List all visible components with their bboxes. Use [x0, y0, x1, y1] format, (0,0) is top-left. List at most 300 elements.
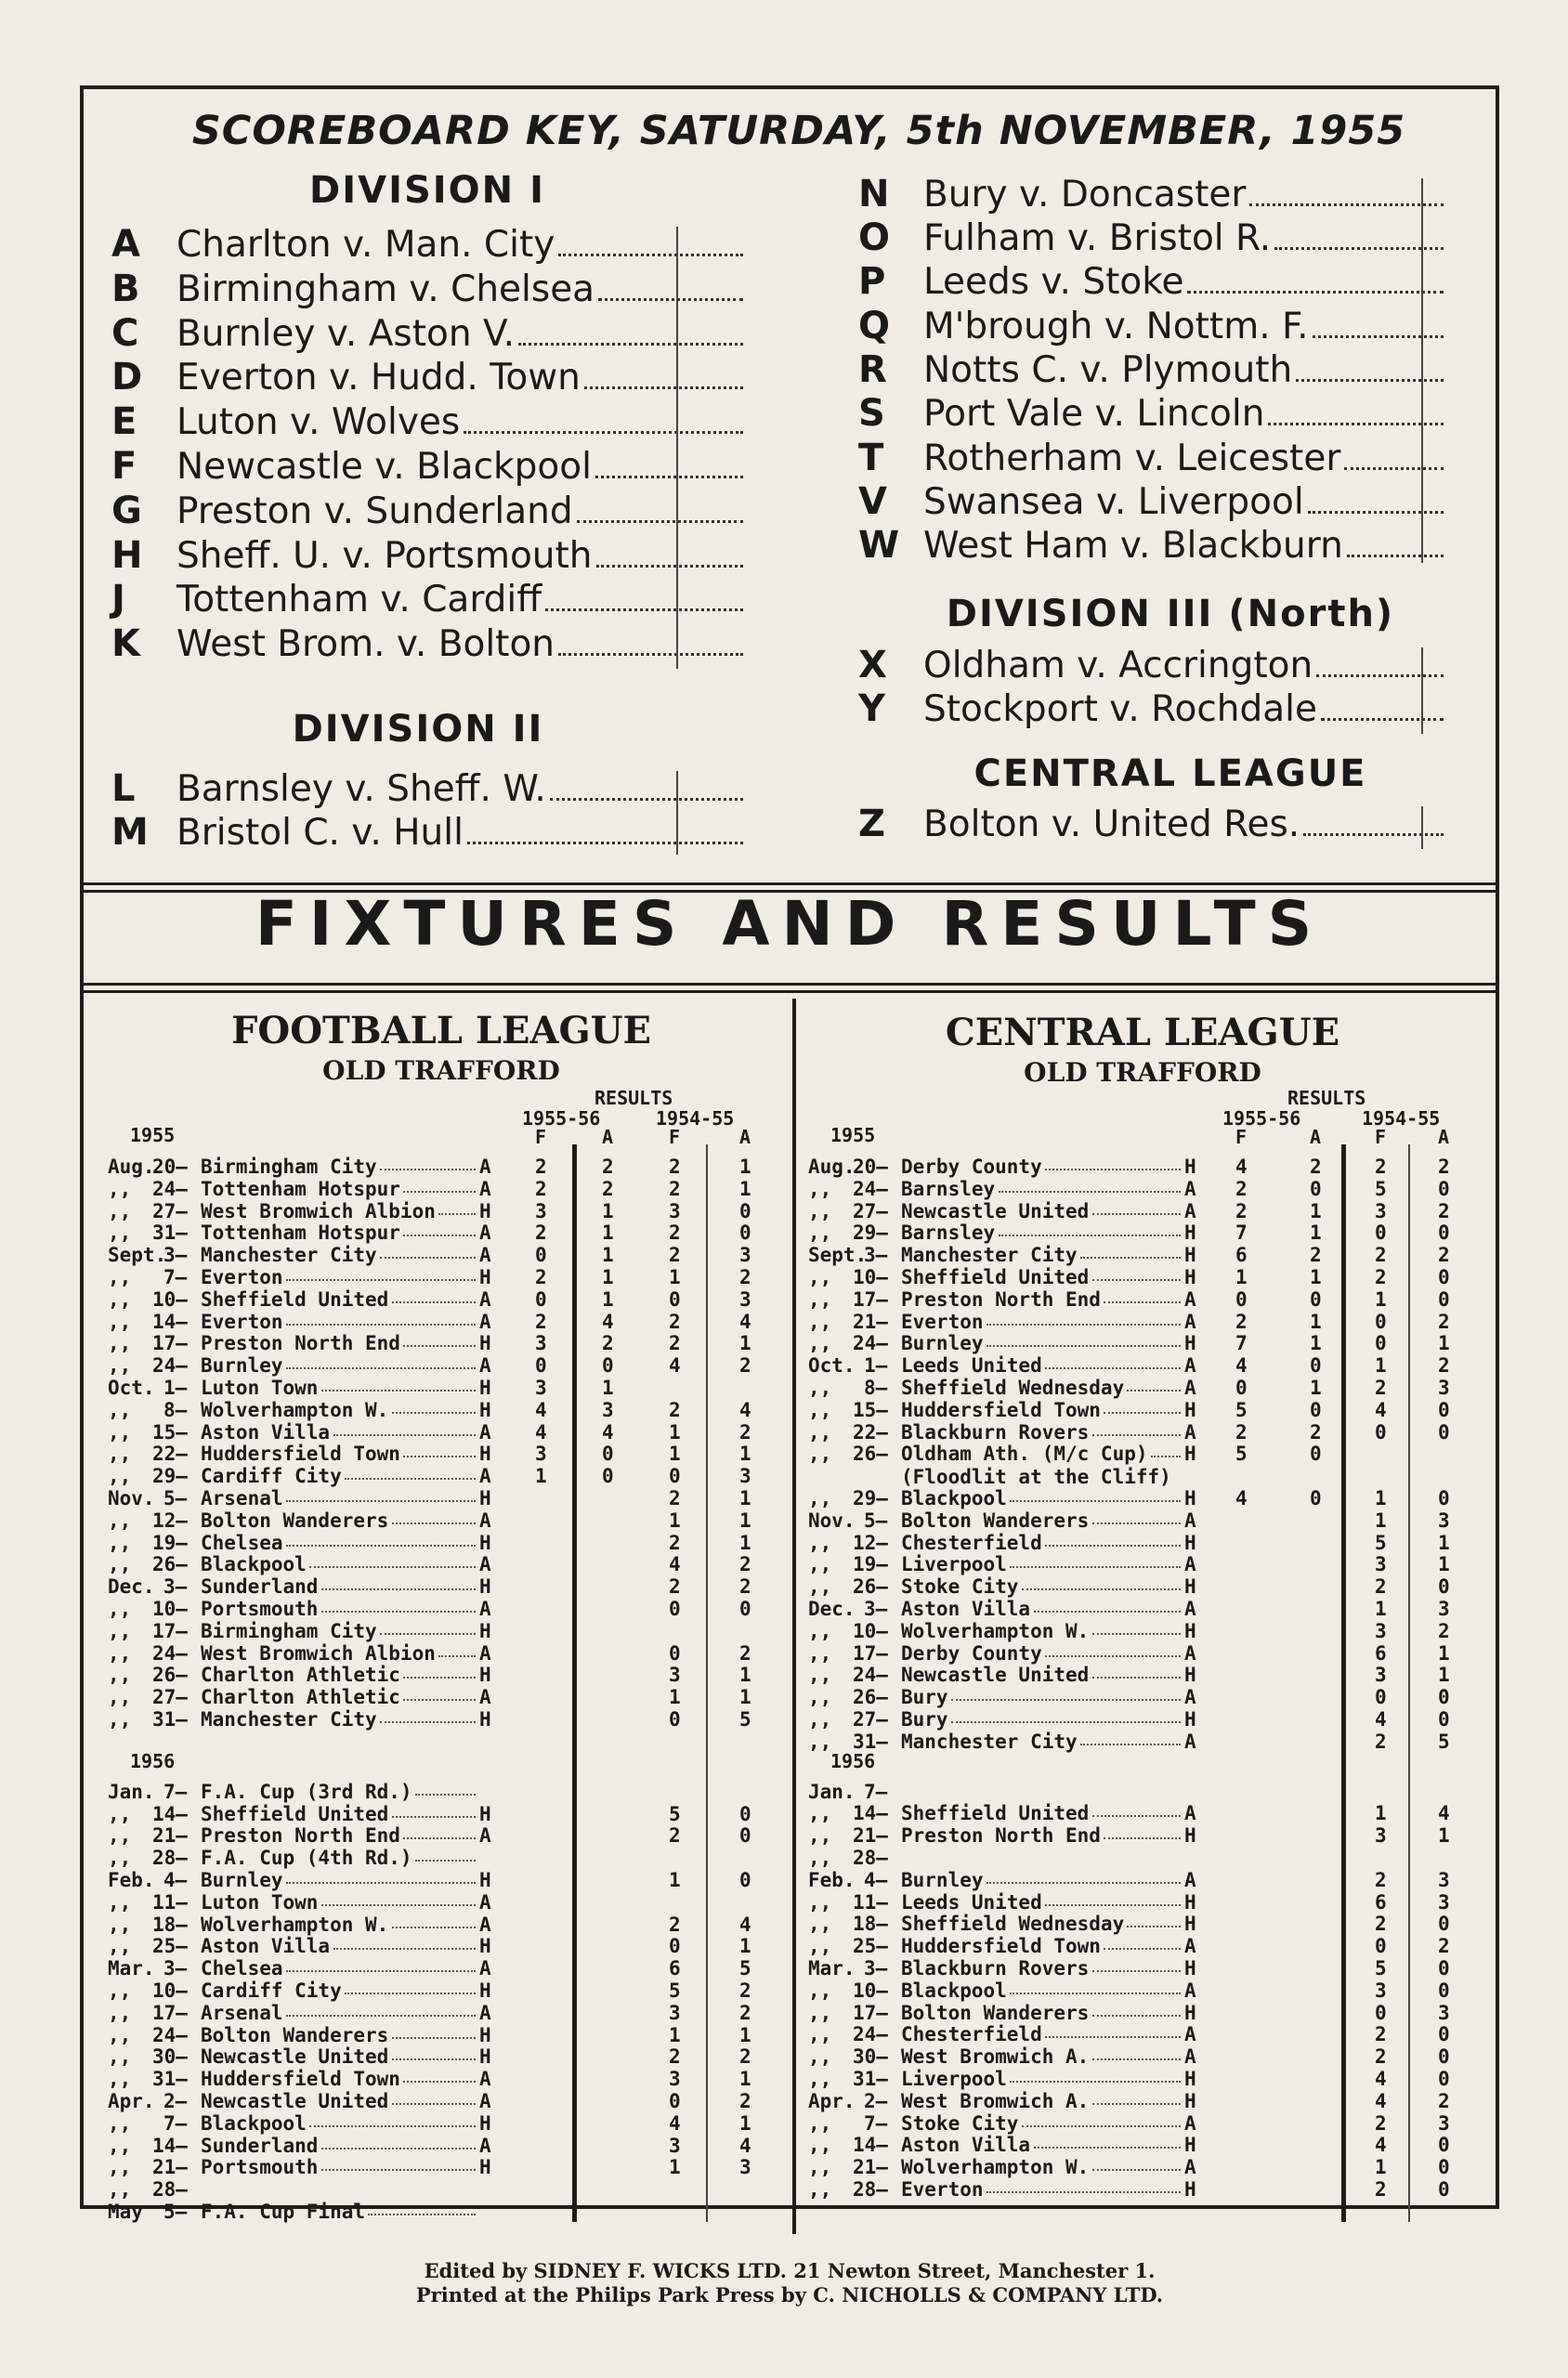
season-a-against-label: A [602, 1126, 614, 1148]
fixture-day: 5— [864, 1509, 888, 1532]
fixture-day: 26— [152, 1553, 188, 1576]
season-a-for-label: F [1235, 1126, 1248, 1148]
fixture-venue: A [479, 1913, 491, 1936]
fixture-day: 7— [864, 1780, 888, 1803]
fixture-row [808, 1443, 1477, 1465]
fixture-month: ,, [108, 1332, 132, 1355]
fixture-day: 24— [152, 1641, 188, 1665]
key-score-divider [1421, 806, 1423, 849]
fixture-score: 1 [1438, 1664, 1450, 1687]
fixture-month: ,, [108, 1509, 132, 1532]
fixture-month: ,, [808, 1199, 832, 1222]
fixture-score: 0 [1375, 1310, 1387, 1333]
fixture-score: 5 [669, 1979, 681, 2002]
fixture-row [108, 1266, 777, 1288]
fixture-opponent: Wolverhampton W. [201, 1913, 389, 1936]
fixture-score: 0 [1310, 1443, 1322, 1466]
fixture-day: 20— [152, 1156, 188, 1178]
fixture-opponent: Tottenham Hotspur [201, 1222, 400, 1245]
fixture-dots [1092, 2090, 1181, 2105]
fixture-row [108, 2045, 777, 2068]
fixture-month: ,, [108, 1664, 132, 1687]
fixture-row [808, 1311, 1477, 1333]
fixture-month: ,, [808, 1177, 832, 1200]
key-letter: L [111, 767, 136, 810]
year-label: 1955 [830, 1124, 876, 1146]
fixture-month: ,, [108, 1443, 132, 1466]
fixture-venue: A [1184, 1935, 1196, 1958]
fixture-row [808, 1532, 1477, 1554]
fixture-dots [1045, 1891, 1181, 1906]
fixture-score: 2 [669, 1156, 681, 1178]
fixture-day: 31— [152, 2068, 188, 2091]
fixture-month: ,, [108, 1420, 132, 1444]
fixture-row [808, 1957, 1477, 1979]
fixture-venue: H [1184, 1957, 1196, 1979]
fixture-score: 2 [1235, 1310, 1248, 1333]
fixture-opponent: Aston Villa [901, 2134, 1031, 2157]
fixture-venue: H [1184, 2134, 1196, 2157]
results-label: RESULTS [1287, 1087, 1366, 1109]
fixture-day: 14— [152, 1310, 188, 1333]
key-score-dots [577, 519, 743, 523]
fixture-row [108, 1781, 777, 1803]
fixture-score: 2 [1438, 2089, 1450, 2112]
fixture-row [808, 1553, 1477, 1575]
fixture-score: 2 [1375, 1377, 1387, 1399]
key-row-j [111, 578, 743, 622]
fixture-score: 2 [1438, 1935, 1450, 1958]
fixture-dots [1045, 1642, 1181, 1657]
fixture-score: 2 [1375, 1266, 1387, 1288]
fixture-score: 3 [1375, 1824, 1387, 1848]
fixture-day: 25— [152, 1935, 188, 1958]
fixture-score: 1 [739, 2111, 751, 2135]
fixture-score: 4 [1375, 2089, 1387, 2112]
fixture-score: 3 [669, 2068, 681, 2091]
key-letter: N [858, 173, 890, 216]
fixture-row [108, 2156, 777, 2178]
fixture-dots [286, 1354, 476, 1369]
fixture-row [108, 1399, 777, 1421]
fixture-score: 0 [739, 1869, 751, 1891]
fixture-venue: A [1184, 1199, 1196, 1222]
fixture-day: 14— [152, 2134, 188, 2157]
fixture-score: 2 [1438, 1310, 1450, 1333]
fixture-score: 0 [1438, 2134, 1450, 2157]
key-row-r [858, 348, 1444, 393]
fixture-row [108, 1824, 777, 1847]
fixture-row [808, 1156, 1477, 1178]
fixture-score: 3 [669, 1664, 681, 1687]
results-label: RESULTS [595, 1087, 673, 1109]
fixture-score: 1 [739, 1443, 751, 1466]
fixture-month: ,, [808, 1398, 832, 1421]
key-match: Stockport v. Rochdale [923, 688, 1317, 730]
fixture-opponent: Huddersfield Town [201, 2068, 400, 2091]
fixture-score: 2 [1375, 1156, 1387, 1178]
fixture-row [108, 1891, 777, 1914]
fixture-month: ,, [108, 2045, 132, 2069]
fixture-score: 2 [739, 2045, 751, 2069]
fixture-month: ,, [108, 1553, 132, 1576]
fixture-row [808, 1935, 1477, 1957]
fixture-dots [286, 1311, 476, 1326]
key-match: Everton v. Hudd. Town [176, 357, 581, 399]
fixture-dots [1034, 2134, 1181, 2149]
fixture-score: 2 [602, 1177, 614, 1200]
fixture-score: 1 [535, 1465, 547, 1488]
fixture-score: 5 [669, 1802, 681, 1825]
fixture-score: 3 [1438, 1598, 1450, 1620]
fixture-venue: A [479, 1310, 491, 1333]
fixture-dots [1092, 1957, 1181, 1972]
fixture-venue: A [1184, 1354, 1196, 1378]
fixture-opponent: Manchester City [901, 1244, 1078, 1267]
fixture-score: 1 [1375, 2156, 1387, 2179]
fixture-month: ,, [108, 1398, 132, 1421]
fixture-opponent: Newcastle United [901, 1664, 1090, 1687]
fixture-score: 2 [669, 1310, 681, 1333]
fixture-score: 3 [535, 1199, 547, 1222]
fixture-day: 7— [864, 2111, 888, 2135]
season-a-for-label: F [535, 1126, 547, 1148]
season-b-for-label: F [669, 1126, 681, 1148]
fixture-score: 1 [669, 1420, 681, 1444]
key-score-dots [558, 652, 743, 656]
fixture-month: ,, [108, 1802, 132, 1825]
fixture-row [108, 2068, 777, 2090]
fixture-score: 2 [535, 1222, 547, 1245]
fixture-venue: A [1184, 1979, 1196, 2002]
fixture-row [808, 1178, 1477, 1200]
fixture-score: 2 [1375, 1913, 1387, 1936]
key-score-dots [598, 297, 743, 301]
fixture-opponent: Manchester City [901, 1730, 1078, 1753]
fixture-row [808, 1869, 1477, 1891]
fixture-opponent: Birmingham City [201, 1156, 377, 1178]
fixture-opponent: Liverpool [901, 1553, 1007, 1576]
fixture-dots [403, 1332, 476, 1347]
fixture-score: 1 [1310, 1222, 1322, 1245]
fixture-opponent: Everton [901, 1310, 984, 1333]
fixture-day: 24— [853, 1177, 888, 1200]
fixture-day: 17— [152, 1619, 188, 1642]
fixture-score: 0 [602, 1465, 614, 1488]
key-letter: B [111, 268, 140, 310]
fixture-venue: A [479, 1177, 491, 1200]
fixture-month: ,, [808, 2178, 832, 2201]
fixture-row [108, 1156, 777, 1178]
fixture-score: 4 [739, 2134, 751, 2157]
fixture-day: 7— [163, 1266, 188, 1288]
fixture-opponent: Bury [901, 1686, 948, 1709]
fixture-opponent: Derby County [901, 1641, 1042, 1665]
fixture-venue: H [479, 1398, 491, 1421]
central-league-key-heading: CENTRAL LEAGUE [973, 752, 1367, 795]
fixture-venue: A [479, 2090, 491, 2112]
fixture-row [108, 1509, 777, 1532]
fixture-venue: A [1184, 1730, 1196, 1753]
fixture-month: ,, [808, 1708, 832, 1731]
fixture-row [108, 1553, 777, 1575]
fixture-dots [1151, 1443, 1181, 1457]
fixture-day: 26— [853, 1686, 888, 1709]
season-b-for-label: F [1375, 1126, 1387, 1148]
fixture-month: Apr. [108, 2090, 155, 2112]
fixture-dots [1034, 1598, 1181, 1613]
key-score-divider [1421, 647, 1423, 734]
fixture-dots [1092, 1620, 1181, 1635]
fixture-score: 1 [739, 2023, 751, 2046]
fixture-score: 1 [669, 1869, 681, 1891]
fixture-dots [1010, 2068, 1181, 2083]
fixture-score: 1 [1375, 1487, 1387, 1509]
fixture-dots [380, 1244, 476, 1259]
fixture-dots [286, 1957, 476, 1972]
fixture-row [108, 1957, 777, 1979]
fixture-score: 2 [739, 1420, 751, 1444]
fixture-month: ,, [808, 1935, 832, 1958]
key-letter: P [858, 260, 886, 303]
fixture-score: 3 [739, 1287, 751, 1311]
fixture-opponent: Everton [201, 1310, 283, 1333]
fixture-row [808, 2002, 1477, 2024]
fixture-day: 27— [853, 1199, 888, 1222]
key-match: Luton v. Wolves [176, 401, 461, 443]
key-row-c [111, 312, 743, 357]
fixture-month: ,, [108, 2156, 132, 2179]
fixture-score: 2 [1235, 1420, 1248, 1444]
key-score-dots [550, 797, 743, 801]
fixture-score: 0 [1310, 1287, 1322, 1311]
fixture-day: 10— [853, 1619, 888, 1642]
fixture-score: 0 [1438, 1177, 1450, 1200]
fixture-dots [392, 1509, 476, 1524]
fixture-day: 10— [853, 1979, 888, 2002]
fixture-venue: H [1184, 1824, 1196, 1848]
fixture-score: 0 [1235, 1377, 1248, 1399]
fixture-venue: A [1184, 1310, 1196, 1333]
fixture-dots [1092, 1802, 1181, 1817]
fixture-dots [321, 1377, 476, 1392]
fixture-score: 1 [669, 2023, 681, 2046]
fixture-opponent: Huddersfield Town [901, 1935, 1101, 1958]
fixture-month: ,, [108, 1935, 132, 1958]
fixture-score: 6 [669, 1957, 681, 1980]
fixture-venue: H [479, 1979, 491, 2002]
fixture-opponent: Charlton Athletic [201, 1686, 400, 1709]
fixture-month: ,, [108, 1913, 132, 1936]
fixture-score: 2 [669, 1222, 681, 1245]
fixture-month: ,, [808, 1553, 832, 1576]
key-match: Port Vale v. Lincoln [923, 393, 1265, 435]
fixture-opponent: Bolton Wanderers [901, 1509, 1090, 1532]
fixture-day: 3— [163, 1957, 188, 1980]
fixture-note: (Floodlit at the Cliff) [901, 1466, 1171, 1488]
fixture-row [808, 2068, 1477, 2090]
key-score-divider [676, 771, 678, 855]
fixture-day: 31— [152, 1222, 188, 1245]
fixture-score: 0 [1438, 1913, 1450, 1936]
fixture-score: 0 [602, 1354, 614, 1378]
key-score-dots [1321, 717, 1444, 721]
fixture-opponent: Preston North End [201, 1332, 400, 1355]
fixture-row [808, 1399, 1477, 1421]
fixture-day: 27— [853, 1708, 888, 1731]
football-league-venue: OLD TRAFFORD [322, 1055, 560, 1086]
fixture-opponent: Aston Villa [201, 1420, 331, 1444]
fixture-opponent: Bury [901, 1708, 948, 1731]
fixture-dots [415, 1781, 476, 1796]
fixture-month: ,, [108, 1266, 132, 1288]
fixture-score: 0 [1438, 1266, 1450, 1288]
fixture-score: 2 [669, 2045, 681, 2069]
key-score-dots [1316, 673, 1444, 677]
key-letter: S [858, 392, 885, 435]
fixture-row [108, 2002, 777, 2024]
key-score-dots [1187, 290, 1444, 294]
fixture-opponent: Sheffield United [901, 1266, 1090, 1288]
fixture-venue: A [479, 1420, 491, 1444]
key-row-o [858, 216, 1444, 261]
key-match: Bristol C. v. Hull [176, 812, 464, 854]
fixture-venue: H [1184, 1531, 1196, 1554]
fixture-score: 2 [669, 1575, 681, 1599]
fixture-dots [1045, 2023, 1181, 2038]
fixture-day: 12— [853, 1531, 888, 1554]
fixture-score: 2 [535, 1156, 547, 1178]
fixture-score: 2 [669, 1531, 681, 1554]
fixture-opponent: Arsenal [201, 1487, 283, 1509]
fixture-month: Oct. [108, 1377, 155, 1399]
divider-bottom [84, 983, 1496, 986]
key-score-dots [1313, 334, 1444, 338]
fixture-day: 22— [853, 1420, 888, 1444]
scoreboard-key-title: SCOREBOARD KEY, SATURDAY, 5th NOVEMBER, 1955 [191, 108, 1406, 154]
fixture-day: 17— [152, 1332, 188, 1355]
fixture-day: 12— [152, 1509, 188, 1532]
fixture-month: ,, [808, 1310, 832, 1333]
season-a-against-label: A [1310, 1126, 1322, 1148]
fixture-day: 1— [864, 1354, 888, 1378]
fixture-opponent: Derby County [901, 1156, 1042, 1178]
fixture-opponent: Burnley [201, 1354, 283, 1378]
fixture-month: Nov. [808, 1509, 856, 1532]
fixture-dots [321, 1891, 476, 1906]
fixture-score: 1 [602, 1266, 614, 1288]
fixture-venue: A [1184, 1420, 1196, 1444]
key-match: Bury v. Doncaster [923, 174, 1247, 216]
fixture-score: 0 [1235, 1287, 1248, 1311]
division-1-heading: DIVISION I [309, 169, 545, 212]
key-score-dots [1268, 422, 1444, 425]
fixture-venue: H [1184, 1156, 1196, 1178]
fixture-row [808, 1891, 1477, 1914]
fixture-score: 0 [1438, 1575, 1450, 1599]
fixture-score: 1 [1235, 1266, 1248, 1288]
fixture-score: 3 [535, 1377, 547, 1399]
fixture-day: 30— [152, 2045, 188, 2069]
key-score-dots [584, 385, 743, 389]
fixture-day: 24— [853, 1332, 888, 1355]
key-letter: E [111, 400, 137, 443]
fixture-day: 10— [152, 1287, 188, 1311]
season-a-label: 1955-56 [522, 1107, 601, 1130]
fixture-day: 31— [152, 1708, 188, 1731]
fixture-row [808, 1487, 1477, 1509]
fixture-score: 0 [1438, 2045, 1450, 2069]
fixture-day: 18— [853, 1913, 888, 1936]
fixture-day: 3— [864, 1598, 888, 1620]
fixture-opponent: Wolverhampton W. [901, 1619, 1090, 1642]
fixture-day: 21— [152, 1824, 188, 1848]
fixture-dots [1092, 2045, 1181, 2060]
fixture-month: ,, [108, 1686, 132, 1709]
fixture-month: ,, [108, 2068, 132, 2091]
key-row-y [858, 687, 1444, 732]
fixture-venue: H [479, 1377, 491, 1399]
fixture-venue: A [479, 2001, 491, 2024]
fixture-dots [1092, 2156, 1181, 2171]
fixture-dots [380, 1708, 476, 1723]
fixture-day: 2— [864, 2089, 888, 2112]
fixture-row [808, 1421, 1477, 1444]
fixture-row [808, 1664, 1477, 1686]
fixture-dots [368, 2201, 476, 2215]
key-row-w [858, 524, 1444, 568]
key-score-dots [467, 841, 743, 844]
key-match: Preston v. Sunderland [176, 490, 573, 532]
fixture-day: 22— [152, 1443, 188, 1466]
fixture-score: 3 [739, 1465, 751, 1488]
fixture-month: ,, [808, 1443, 832, 1466]
fixture-opponent: Huddersfield Town [901, 1398, 1101, 1421]
fixture-dots [1104, 1935, 1181, 1950]
fixture-score: 3 [1438, 1890, 1450, 1914]
fixture-row [808, 1332, 1477, 1354]
fixture-venue: A [1184, 1641, 1196, 1665]
fixture-dots [1104, 1824, 1181, 1839]
fixture-row [808, 1354, 1477, 1377]
fixture-dots [392, 1914, 476, 1928]
fixture-month: Mar. [108, 1957, 155, 1980]
division-3-heading: DIVISION III (North) [946, 593, 1395, 635]
fixture-opponent: Bolton Wanderers [901, 2001, 1090, 2024]
fixture-score: 0 [1438, 2178, 1450, 2201]
fixture-score: 4 [602, 1310, 614, 1333]
fixture-venue: A [1184, 2111, 1196, 2135]
fixture-score: 3 [1438, 1509, 1450, 1532]
key-match: Leeds v. Stoke [923, 261, 1184, 303]
fixture-month: ,, [108, 1979, 132, 2002]
fixture-day: 11— [853, 1890, 888, 1914]
fixture-day: 26— [853, 1575, 888, 1599]
fixture-day: 18— [152, 1913, 188, 1936]
fixture-day: 25— [853, 1935, 888, 1958]
key-row-f [111, 445, 743, 490]
fixture-month: Feb. [808, 1868, 856, 1891]
fixture-venue: A [479, 2134, 491, 2157]
fixture-score: 0 [1310, 1354, 1322, 1378]
fixture-row [808, 1802, 1477, 1824]
central-league-title: CENTRAL LEAGUE [945, 1011, 1340, 1054]
key-match: West Brom. v. Bolton [176, 623, 555, 665]
fixture-score: 2 [1375, 1730, 1387, 1753]
fixture-score: 2 [1310, 1156, 1322, 1178]
fixture-month: ,, [808, 1420, 832, 1444]
fixture-opponent: Barnsley [901, 1177, 996, 1200]
